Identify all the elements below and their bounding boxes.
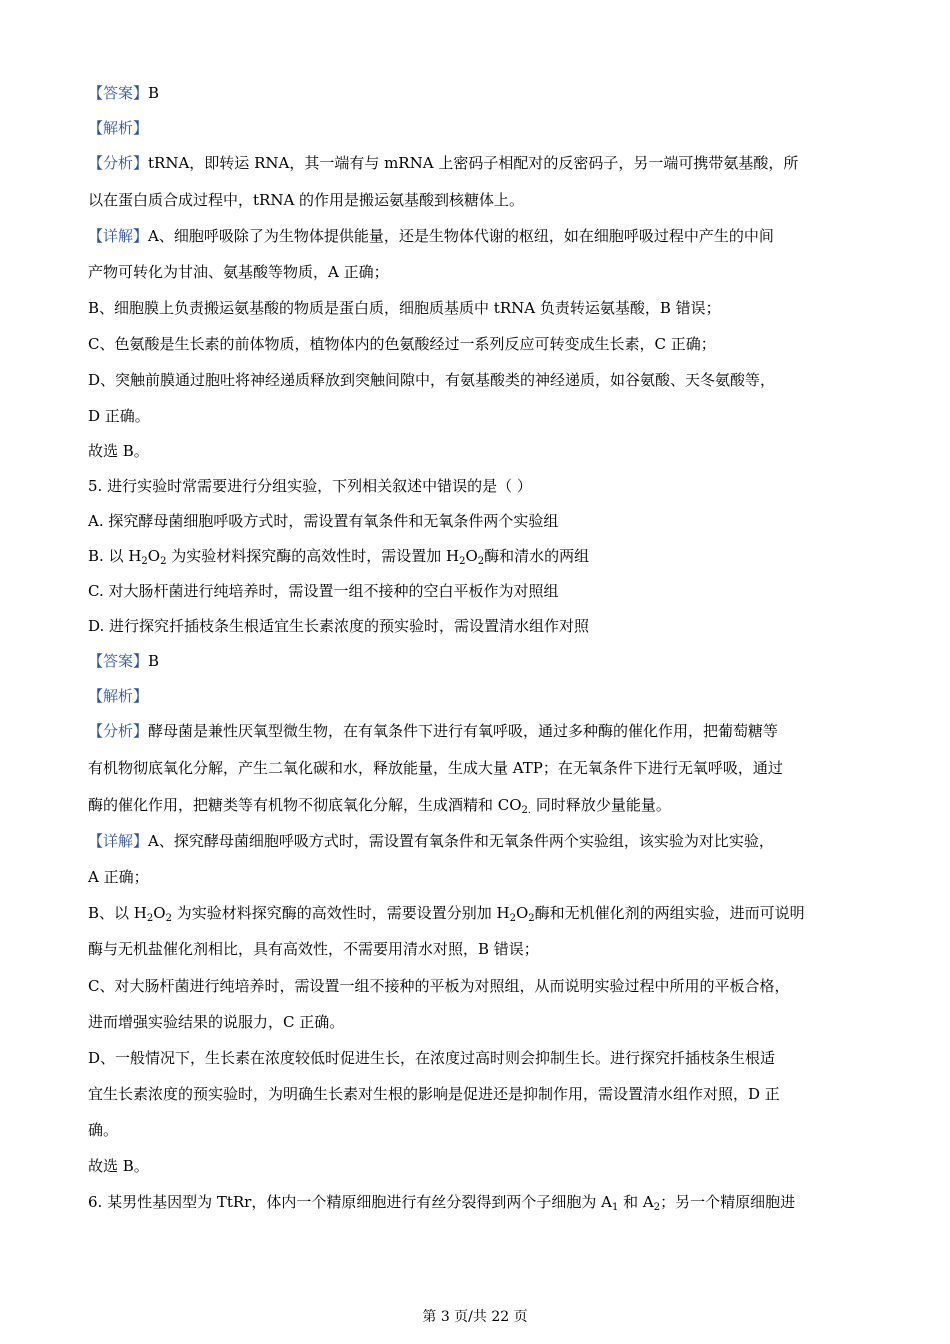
subscript: 2 — [459, 556, 466, 567]
line-text: 5. 进行实验时常需要进行分组实验，下列相关叙述中错误的是（ ） — [88, 477, 532, 495]
section-tag: 【答案】 — [88, 84, 149, 102]
line-text — [88, 547, 589, 565]
line-text-part: 和 A — [618, 1193, 654, 1211]
line-text: B — [148, 652, 160, 670]
text-line — [88, 439, 868, 463]
line-text — [88, 904, 805, 922]
line-text: A、细胞呼吸除了为生物体提供能量，还是生物体代谢的枢纽，如在细胞呼吸过程中产生的中间 — [148, 227, 774, 245]
subscript: 2 — [528, 913, 535, 924]
line-text: 故选 B。 — [88, 442, 149, 460]
section-tag: 【答案】 — [88, 652, 149, 670]
section-tag: 【详解】 — [88, 227, 149, 245]
text-line — [88, 1010, 868, 1034]
line-text-part: 酶和清水的两组 — [484, 547, 590, 565]
text-line — [88, 974, 868, 998]
subscript: 2 — [477, 556, 485, 567]
text-line — [88, 404, 868, 428]
subscript: 2 — [160, 556, 167, 567]
line-text-part: 酶和无机催化剂的两组实验，进而可说明 — [534, 904, 805, 922]
line-text: A、探究酵母菌细胞呼吸方式时，需设置有氧条件和无氧条件两个实验组，该实验为对比实验， — [148, 832, 774, 850]
line-text-part: 酶的催化作用，把糖类等有机物不彻底氧化分解，生成酒精和 CO — [88, 796, 522, 814]
line-text — [88, 1193, 795, 1211]
line-text: 故选 B。 — [88, 1157, 149, 1175]
line-text: 酵母菌是兼性厌氧型微生物，在有氧条件下进行有氧呼吸，通过多种酶的催化作用，把葡萄糖等 — [148, 722, 779, 740]
line-text-part: 同时释放少量能量。 — [531, 796, 671, 814]
line-text: B — [148, 84, 160, 102]
section-tag: 【详解】 — [88, 832, 149, 850]
line-text-part: B. 以 H — [88, 547, 142, 565]
line-text: D. 进行探究扦插枝条生根适宜生长素浓度的预实验时，需设置清水组作对照 — [88, 617, 590, 635]
line-text: 确。 — [88, 1121, 119, 1139]
text-line — [88, 368, 868, 392]
section-tag: 【分析】 — [88, 722, 149, 740]
text-line — [88, 544, 868, 568]
subscript: 2 — [146, 913, 154, 924]
section-tag: 【解析】 — [88, 687, 149, 705]
subscript: 2 — [509, 913, 516, 924]
text-line — [88, 332, 868, 356]
line-text: A 正确； — [88, 868, 149, 886]
line-text: 宜生长素浓度的预实验时，为明确生长素对生根的影响是促进还是抑制作用，需设置清水组作对照，D 正 — [88, 1085, 780, 1103]
line-text-part: O — [515, 904, 529, 922]
line-text-part: O — [153, 904, 166, 922]
subscript: 1 — [611, 1202, 619, 1213]
line-text: 产物可转化为甘油、氨基酸等物质，A 正确； — [88, 263, 389, 281]
subscript: 2 — [165, 913, 172, 924]
line-text-part: ；另一个精原细胞进 — [660, 1193, 796, 1211]
subscript: 2. — [521, 805, 532, 816]
line-text: D 正确。 — [88, 407, 150, 425]
text-line — [88, 865, 868, 889]
line-text: A. 探究酵母菌细胞呼吸方式时，需设置有氧条件和无氧条件两个实验组 — [88, 512, 559, 530]
subscript: 2 — [141, 556, 148, 567]
text-line — [88, 829, 868, 853]
text-line — [88, 1190, 868, 1214]
line-text: 酶与无机盐催化剂相比，具有高效性，不需要用清水对照，B 错误； — [88, 940, 539, 958]
text-line — [88, 188, 868, 212]
line-text-part: B、以 H — [88, 904, 147, 922]
text-line — [88, 1154, 868, 1178]
text-line — [88, 474, 868, 498]
text-line — [88, 260, 868, 284]
text-line — [88, 151, 868, 175]
text-line — [88, 614, 868, 638]
line-text: 有机物彻底氧化分解，产生二氧化碳和水，释放能量，生成大量 ATP；在无氧条件下进行无氧呼吸，通过 — [88, 759, 783, 777]
line-text: C. 对大肠杆菌进行纯培养时，需设置一组不接种的空白平板作为对照组 — [88, 582, 559, 600]
text-line — [88, 937, 868, 961]
text-line — [88, 756, 868, 780]
line-text: 以在蛋白质合成过程中，tRNA 的作用是搬运氨基酸到核糖体上。 — [88, 191, 525, 209]
line-text: C、色氨酸是生长素的前体物质，植物体内的色氨酸经过一系列反应可转变成生长素，C 正确； — [88, 335, 716, 353]
line-text: 进而增强实验结果的说服力，C 正确。 — [88, 1013, 345, 1031]
line-text-part: O — [147, 547, 161, 565]
subscript: 2 — [653, 1202, 661, 1213]
line-text-part: 为实验材料探究酶的高效性时，需设置加 H — [166, 547, 460, 565]
text-line — [88, 509, 868, 533]
text-line — [88, 116, 868, 140]
text-line — [88, 224, 868, 248]
text-line — [88, 901, 868, 925]
line-text: D、一般情况下，生长素在浓度较低时促进生长，在浓度过高时则会抑制生长。进行探究扦插枝条生根适 — [88, 1049, 776, 1067]
line-text: B、细胞膜上负责搬运氨基酸的物质是蛋白质，细胞质基质中 tRNA 负责转运氨基酸，B 错误； — [88, 299, 721, 317]
text-line — [88, 81, 868, 105]
text-line — [88, 1046, 868, 1070]
text-line — [88, 1118, 868, 1142]
line-text: C、对大肠杆菌进行纯培养时，需设置一组不接种的平板为对照组，从而说明实验过程中所用的平板合格， — [88, 977, 790, 995]
line-text-part: 6. 某男性基因型为 TtRr，体内一个精原细胞进行有丝分裂得到两个子细胞为 A — [88, 1193, 612, 1211]
text-line — [88, 793, 868, 817]
text-line — [88, 719, 868, 743]
line-text: tRNA，即转运 RNA，其一端有与 mRNA 上密码子相配对的反密码子，另一端可携带氨基酸，所 — [148, 154, 799, 172]
line-text: D、突触前膜通过胞吐将神经递质释放到突触间隙中，有氨基酸类的神经递质，如谷氨酸、天冬氨酸等， — [88, 371, 776, 389]
text-line — [88, 296, 868, 320]
section-tag: 【分析】 — [88, 154, 149, 172]
line-text-part: O — [465, 547, 478, 565]
line-text-part: 为实验材料探究酶的高效性时，需要设置分别加 H — [171, 904, 510, 922]
text-line — [88, 579, 868, 603]
text-line — [88, 649, 868, 673]
section-tag: 【解析】 — [88, 119, 149, 137]
page-footer: 第 3 页/共 22 页 — [422, 1309, 528, 1325]
line-text — [88, 796, 671, 814]
text-line — [88, 1082, 868, 1106]
text-line — [88, 684, 868, 708]
